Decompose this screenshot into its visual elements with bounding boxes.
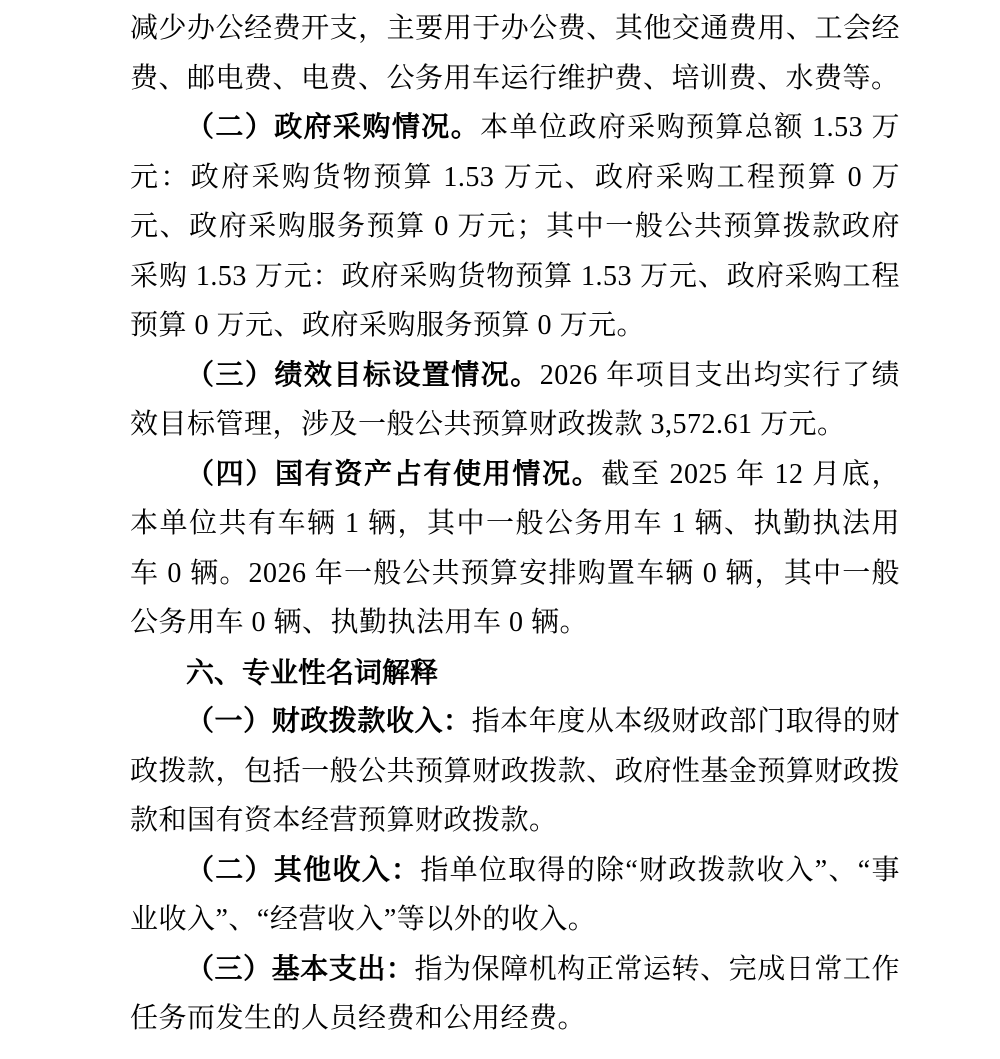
- paragraph: [130, 4, 900, 103]
- paragraph-text: 截至 2025 年 12 月底，本单位共有车辆 1 辆，其中一般公务用车 1 辆、执勤执法用车 0 辆。2026 年一般公共预算安排购置车辆 0 辆，其中一般公务用车 0 辆、执勤执法用车 0 辆。: [130, 458, 900, 638]
- paragraph-text: 指为保障机构正常运转、完成日常工作任务而发生的人员经费和公用经费。: [130, 953, 900, 1034]
- paragraph: [130, 846, 900, 945]
- section-heading: [130, 648, 900, 698]
- paragraph: [130, 697, 900, 846]
- paragraph-text: 本单位政府采购预算总额 1.53 万元：政府采购货物预算 1.53 万元、政府采购工程预算 0 万元、政府采购服务预算 0 万元；其中一般公共预算拨款政府采购 1.53 万元：政府采购货物预算 1.53 万元、政府采购工程预算 0 万元、政府采购服务预算 0 万元。: [130, 112, 900, 341]
- paragraph-text: 2026 年项目支出均实行了绩效目标管理，涉及一般公共预算财政拨款 3,572.61 万元。: [130, 359, 900, 440]
- paragraph: [130, 945, 900, 1044]
- paragraph-lead: （一）财政拨款收入：: [186, 706, 472, 737]
- paragraph-lead: （二）政府采购情况。: [186, 112, 481, 143]
- paragraph-lead: （三）基本支出：: [186, 953, 415, 985]
- paragraph: [130, 351, 900, 450]
- paragraph-lead: （四）国有资产占有使用情况。: [186, 458, 602, 490]
- paragraph-lead: （二）其他收入：: [186, 854, 421, 886]
- paragraph-text: 指本年度从本级财政部门取得的财政拨款，包括一般公共预算财政拨款、政府性基金预算财政拨款和国有资本经营预算财政拨款。: [130, 706, 900, 836]
- paragraph-text: 减少办公经费开支，主要用于办公费、其他交通费用、工会经费、邮电费、电费、公务用车运行维护费、培训费、水费等。: [130, 13, 900, 94]
- paragraph: [130, 450, 900, 648]
- paragraph-lead: （三）绩效目标设置情况。: [186, 359, 540, 391]
- paragraph-text: 指单位取得的除“财政拨款收入”、“事业收入”、“经营收入”等以外的收入。: [130, 854, 900, 935]
- paragraph: [130, 103, 900, 351]
- section-heading-text: 六、专业性名词解释: [186, 656, 439, 688]
